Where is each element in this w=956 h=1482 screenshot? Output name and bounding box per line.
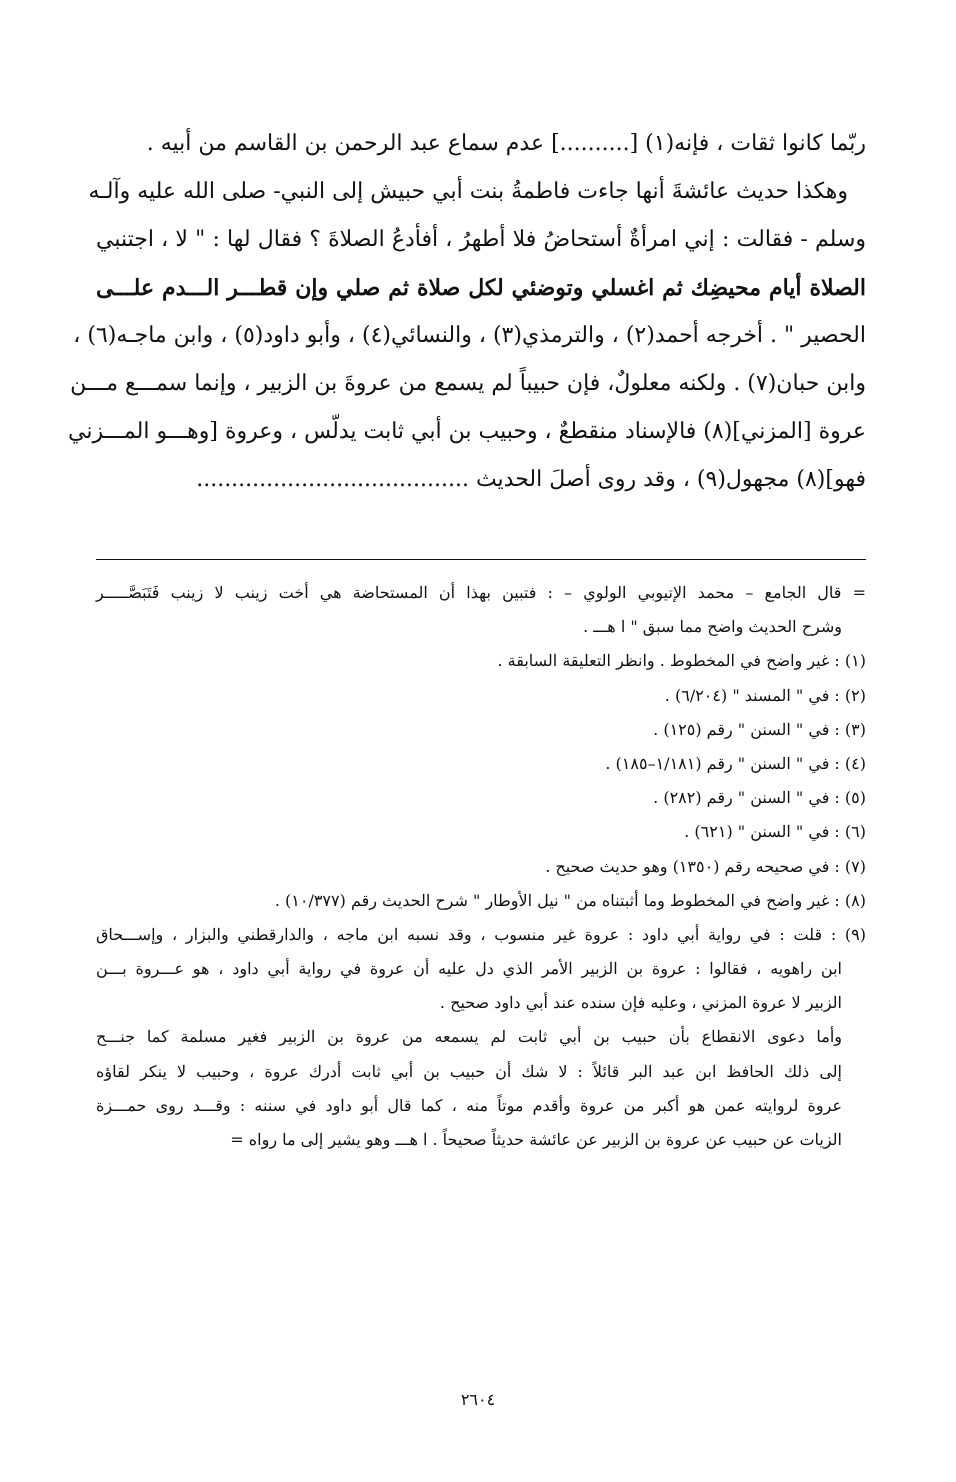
footnote-line: وشرح الحديث واضح مما سبق " ا هـــ . xyxy=(583,617,842,637)
footnote-4: (٤) : في " السنن " رقم (١/١٨١–١٨٥) . xyxy=(605,753,866,773)
main-text xyxy=(67,120,866,504)
footnote-9-cont: الزيات عن حبيب عن عروة بن الزبير عن عائشة حديثاً صحيحاً . ا هـــ وهو يشير إلى ما رواه = xyxy=(230,1130,842,1149)
footnote-7: (٧) : في صحيحه رقم (١٣٥٠) وهو حديث صحيح . xyxy=(545,856,866,876)
footnotes xyxy=(96,576,866,1157)
footnote-5: (٥) : في " السنن " رقم (٢٨٢) . xyxy=(653,788,866,808)
footnote-2: (٢) : في " المسند " (٦/٢٠٤) . xyxy=(664,685,866,705)
footnote-line: = قال الجامع – محمد الإتيوبي الولوي – : فتبين بهذا أن المستحاضة هي أخت زينب لا زينب فَتَبَصَّـــــر xyxy=(96,583,866,602)
main-line-1: ربّما كانوا ثقات ، فإنه(١) [..........] عدم سماع عبد الرحمن بن القاسم من أبيه . xyxy=(146,131,866,156)
footnote-9-cont: وأما دعوى الانقطاع بأن حبيب بن أبي ثابت لم يسمعه من عروة بن الزبير فغير مسلمة كما جنـــح xyxy=(96,1027,842,1047)
footnote-9: (٩) : قلت : في رواية أبي داود : عروة غير منسوب ، وقد نسبه ابن ماجه ، والدارقطني والبزار ، وإســـحاق xyxy=(96,924,866,944)
page-number: ٢٦٠٤ xyxy=(460,1390,496,1409)
main-line-3: وسلم - فقالت : إني امرأةٌ أستحاضُ فلا أطهرُ ، أفأدعُ الصلاةَ ؟ فقال لها : " لا ، اجتنبي xyxy=(96,227,866,252)
main-line-8: فهو](٨) مجهول(٩) ، وقد روى أصلَ الحديث ....................................... xyxy=(196,467,866,492)
main-line-2: وهكذا حديث عائشةَ أنها جاءت فاطمةُ بنت أبي حبيش إلى النبي- صلى الله عليه وآلـه xyxy=(88,179,848,204)
footnote-9-cont: إلى ذلك الحافظ ابن عبد البر قائلاً : لا شك أن حبيب بن أبي ثابت أدرك عروة ، وحبيب لا ينكر لقاؤه xyxy=(96,1061,843,1081)
footnote-9-cont: الزبير لا عروة المزني ، وعليه فإن سنده عند أبي داود صحيح . xyxy=(439,993,842,1013)
footnote-6: (٦) : في " السنن " (٦٢١) . xyxy=(684,822,866,842)
main-line-4: الصلاة أيام محيضِك ثم اغسلي وتوضئي لكل صلاة ثم صلي وإن قطـــر الـــدم علـــى xyxy=(96,275,866,301)
main-line-5: الحصير " . أخرجه أحمد(٢) ، والترمذي(٣) ، والنسائي(٤) ، وأبو داود(٥) ، وابن ماجـه(٦) ، xyxy=(73,323,866,348)
main-line-6: وابن حبان(٧) . ولكنه معلولٌ، فإن حبيباً لم يسمع من عروةَ بن الزبير ، وإنما سمـــع مـــن xyxy=(70,371,866,396)
footnote-9-cont: عروة لروايته عمن هو أكبر من عروة وأقدم موتاً منه ، كما قال أبو داود في سننه : وقـــد روى حمـــزة xyxy=(96,1095,843,1115)
footnote-1: (١) : غير واضح في المخطوط . وانظر التعليقة السابقة . xyxy=(497,651,866,671)
footnote-3: (٣) : في " السنن " رقم (١٢٥) . xyxy=(653,719,866,739)
footnote-9-cont: ابن راهويه ، فقالوا : عروة بن الزبير الأمر الذي دل عليه أن عروة في رواية أبي داود ، هو عـــروة بـــن xyxy=(96,959,842,979)
footnote-divider xyxy=(96,559,866,560)
footnote-8: (٨) : غير واضح في المخطوط وما أثبتناه من " نيل الأوطار " شرح الحديث رقم (١٠/٣٧٧) . xyxy=(274,890,866,910)
main-line-7: عروة [المزني](٨) فالإسناد منقطعٌ ، وحبيب بن أبي ثابت يدلّس ، وعروة [وهـــو المـــزني xyxy=(67,419,866,444)
